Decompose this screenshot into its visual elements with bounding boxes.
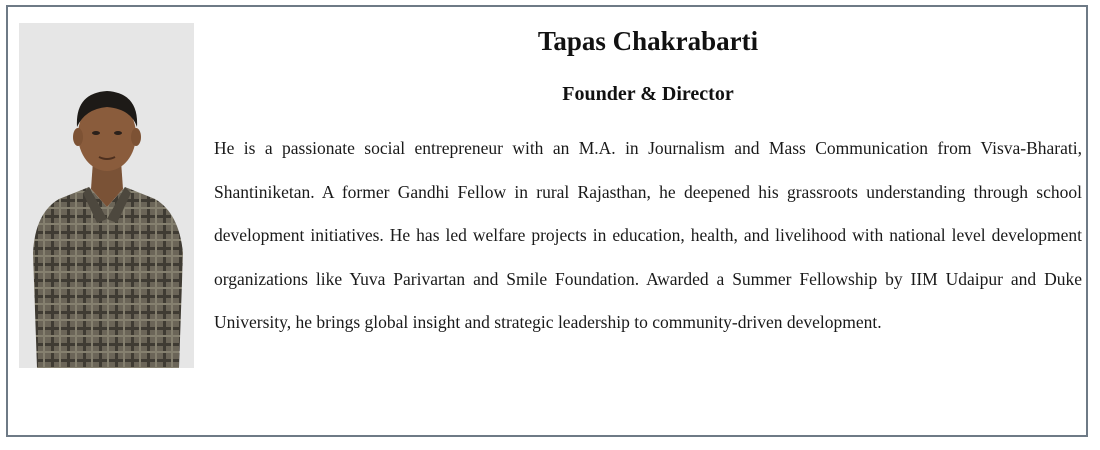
person-role: Founder & Director xyxy=(562,83,734,105)
person-name: Tapas Chakrabarti xyxy=(537,26,759,56)
profile-card xyxy=(6,5,1088,437)
profile-text xyxy=(214,19,1082,345)
person-bio: He is a passionate social entrepreneur with an M.A. in Journalism and Mass Communication from Visva-Bharati, Shantiniketan. A former Gandhi Fellow in rural Rajasthan, he deepened his grassroots understanding through school development initiatives. He has led welfare projects in education, health, and livelihood with national level development organizations like Yuva Parivartan and Smile Foundation. Awarded a Summer Fellowship by IIM Udaipur and Duke University, he brings global insight and strategic leadership to community-driven development. xyxy=(214,138,1082,332)
profile-photo xyxy=(19,23,194,368)
